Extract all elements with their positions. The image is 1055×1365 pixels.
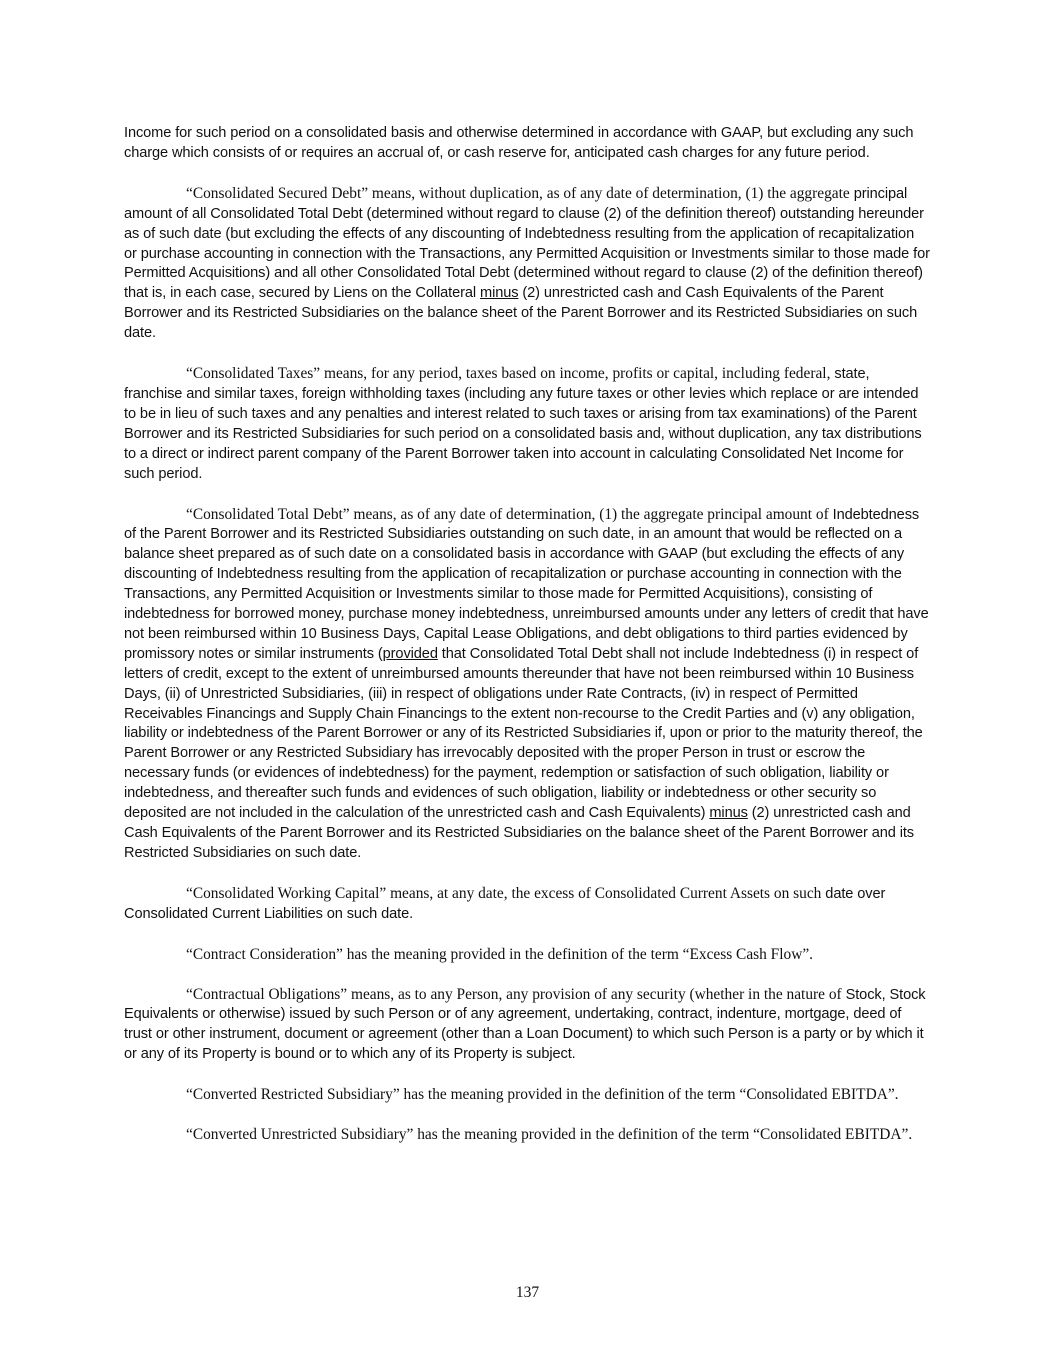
underlined-term: minus bbox=[480, 285, 519, 302]
definition-consolidated-taxes bbox=[124, 364, 930, 484]
definition-lead: “Contractual Obligations” means, as to any Person, any provision of any security (whether in the nature of bbox=[186, 985, 842, 1003]
definition-lead: “Contract Consideration” has the meaning provided in the definition of the term “Excess Cash Flow”. bbox=[186, 945, 814, 963]
definition-converted-restricted-subsidiary bbox=[124, 1085, 930, 1105]
underlined-term: provided bbox=[382, 645, 438, 662]
definition-body: date over Consolidated Current Liabilities on such date. bbox=[124, 885, 886, 922]
definition-body: (2) unrestricted cash and Cash Equivalents of the Parent Borrower and its Restricted Subsidiaries on the balance sheet of the Parent Borrower and its Restricted Subsidiaries on such date. bbox=[124, 285, 918, 342]
document-page bbox=[124, 124, 930, 1165]
definition-contract-consideration bbox=[124, 945, 930, 965]
paragraph-text: Income for such period on a consolidated basis and otherwise determined in accordance with GAAP, but excluding any such charge which consists of or requires an accrual of, or cash reserve for, anticipated cash charges for any future period. bbox=[124, 125, 914, 161]
definition-contractual-obligations bbox=[124, 985, 930, 1066]
definition-lead: “Converted Restricted Subsidiary” has the meaning provided in the definition of the term “Consolidated EBITDA”. bbox=[186, 1086, 899, 1104]
paragraph-income-continuation bbox=[124, 124, 930, 164]
page-number: 137 bbox=[515, 1284, 540, 1301]
underlined-term: minus bbox=[709, 805, 748, 822]
definition-body: Stock, Stock Equivalents or otherwise) issued by such Person or of any agreement, undertaking, contract, indenture, mortgage, deed of trust or other instrument, document or agreement (other than a Loan Document) to which such Person is a party or by which it or any of its Property is bound or to which any of its Property is subject. bbox=[124, 986, 926, 1063]
definition-body: Indebtedness of the Parent Borrower and its Restricted Subsidiaries outstanding on such date, in an amount that would be reflected on a balance sheet prepared as of such date on a consolidated basis in accordance with GAAP (but excluding the effects of any discounting of Indebtedness resulting from the application of recapitalization or purchase accounting in connection with the Transactions, any Permitted Acquisition or Investments similar to those made for Permitted Acquisitions), consisting of indebtedness for borrowed money, purchase money indebtedness, unreimbursed amounts under any letters of credit that have not been reimbursed within 10 Business Days, Capital Lease Obligations, and debt obligations to third parties evidenced by promissory notes or similar instruments ( bbox=[124, 506, 929, 662]
definition-lead: “Consolidated Working Capital” means, at any date, the excess of Consolidated Current Assets on such bbox=[186, 884, 822, 902]
definition-lead: “Consolidated Taxes” means, for any period, taxes based on income, profits or capital, including federal, bbox=[186, 365, 831, 383]
definition-converted-unrestricted-subsidiary bbox=[124, 1125, 930, 1145]
definition-lead: “Converted Unrestricted Subsidiary” has the meaning provided in the definition of the term “Consolidated EBITDA”. bbox=[186, 1126, 913, 1144]
definition-consolidated-secured-debt bbox=[124, 184, 930, 344]
definition-body: state, franchise and similar taxes, foreign withholding taxes (including any future taxes or other levies which replace or are intended to be in lieu of such taxes and any penalties and interest related to such taxes or arising from tax examinations) of the Parent Borrower and its Restricted Subsidiaries for such period on a consolidated basis and, without duplication, any tax distributions to a direct or indirect parent company of the Parent Borrower taken into account in calculating Consolidated Net Income for such period. bbox=[124, 366, 922, 482]
definition-body: (2) unrestricted cash and Cash Equivalents of the Parent Borrower and its Restricted Subsidiaries on the balance sheet of the Parent Borrower and its Restricted Subsidiaries on such date. bbox=[124, 805, 914, 861]
definition-body: that Consolidated Total Debt shall not include Indebtedness (i) in respect of letters of credit, except to the extent of unreimbursed amounts thereunder that have not been reimbursed within 10 Business Days, (ii) of Unrestricted Subsidiaries, (iii) in respect of obligations under Rate Contracts, (iv) in respect of Permitted Receivables Financings and Supply Chain Financings to the extent non-recourse to the Credit Parties and (v) any obligation, liability or indebtedness of the Parent Borrower or any of its Restricted Subsidiaries if, upon or prior to the maturity thereof, the Parent Borrower or any Restricted Subsidiary has irrevocably deposited with the proper Person in trust or escrow the necessary funds (or evidences of indebtedness) for the payment, redemption or satisfaction of such obligation, liability or indebtedness, and thereafter such funds and evidences of such obligation, liability or indebtedness or other security so deposited are not included in the calculation of the unrestricted cash and Cash Equivalents) bbox=[124, 645, 923, 822]
definition-body: principal amount of all Consolidated Total Debt (determined without regard to clause (2) of the definition thereof) outstanding hereunder as of such date (but excluding the effects of any discounting of Indebtedness resulting from the application of recapitalization or purchase accounting in connection with the Transactions, any Permitted Acquisition or Investments similar to those made for Permitted Acquisitions) and all other Consolidated Total Debt (determined without regard to clause (2) of the definition thereof) that is, in each case, secured by Liens on the Collateral bbox=[124, 185, 930, 302]
definition-consolidated-working-capital bbox=[124, 884, 930, 925]
definition-consolidated-total-debt bbox=[124, 505, 930, 864]
definition-lead: “Consolidated Total Debt” means, as of any date of determination, (1) the aggregate principal amount of bbox=[186, 505, 829, 523]
definition-lead: “Consolidated Secured Debt” means, without duplication, as of any date of determination, (1) the aggregate bbox=[186, 184, 850, 202]
